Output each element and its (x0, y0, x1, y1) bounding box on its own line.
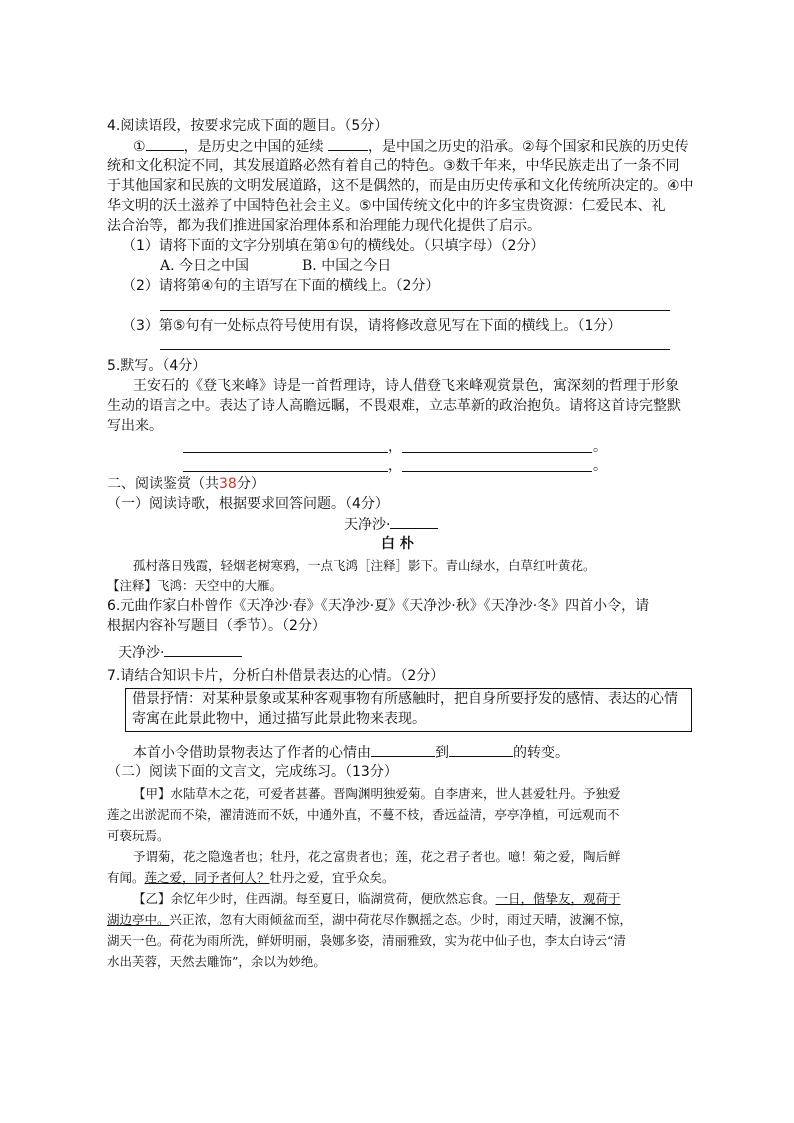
mood-from-blank[interactable] (371, 742, 435, 757)
q4-paragraph-line-4: 华文明的沃土滋养了中国特色社会主义。⑤中国传统文化中的许多宝贵资源：仁爱民本、礼 (107, 198, 666, 214)
period-2: 。 (593, 458, 607, 474)
poem-title: 天净沙· (344, 514, 438, 535)
comma-2: ， (388, 458, 402, 474)
q5-paragraph-line-1: 王安石的《登飞来峰》诗是一首哲理诗，诗人借登飞来峰观赏景色，寓深刻的哲理于形象 (133, 378, 679, 394)
q5-paragraph-line-3: 写出来。 (107, 418, 163, 434)
fill-blank-1[interactable] (146, 136, 184, 151)
poem-line-4-blank[interactable] (402, 471, 592, 472)
q4-paragraph-line-1: ① ，是历史之中国的延续 ，是中国之历史的沿承。②每个国家和民族的历史传 (133, 136, 689, 157)
q6-line-2: 根据内容补写题目（季节）。（2分） (107, 618, 326, 634)
season-answer-blank[interactable] (164, 642, 242, 657)
q7-answer: 本首小令借助景物表达了作者的心情由 到 的转变。 (133, 742, 569, 763)
text-jia-line-2: 莲之出淤泥而不染，濯清涟而不妖，中通外直，不蔓不枝，香远益清，亭亭净植，可远观而不 (107, 807, 620, 822)
poem-note: 【注释】飞鸿：天空中的大雁。 (107, 578, 283, 593)
underlined-sentence-2b: 湖边亭中。 (107, 912, 170, 927)
q4-subquestion-3: （3）第⑤句有一处标点符号使用有误，请将修改意见写在下面的横线上。（1分） (122, 318, 622, 334)
option-a: A. 今日之中国 (160, 258, 250, 274)
comma-1: ， (388, 439, 402, 455)
text-yi-line-1: 【乙】余忆年少时，住西湖。每至夏日，临湖赏荷，便欣然忘食。一日，偕挚友，观荷于 (133, 891, 621, 906)
q4-paragraph-line-2: 统和文化积淀不同，其发展道路必然有着自己的特色。③数千年来，中华民族走出了一条不同 (107, 158, 680, 174)
fill-blank-2[interactable] (328, 136, 368, 151)
text-jia-line-4: 予谓菊，花之隐逸者也；牡丹，花之富贵者也；莲，花之君子者也。噫！菊之爱，陶后鲜 (133, 849, 621, 864)
text-yi-line-2: 湖边亭中。兴正浓，忽有大雨倾盆而至，湖中荷花尽作飘摇之态。少时，雨过天晴，波澜不惊， (107, 912, 633, 927)
mood-to-blank[interactable] (449, 742, 513, 757)
answer-line-2[interactable] (160, 310, 670, 311)
q4-title: 4.阅读语段，按要求完成下面的题目。（5分） (107, 118, 389, 134)
section-2-title: 二、阅读鉴赏（共38分） (107, 476, 265, 492)
text-yi-line-3: 湖天一色。荷花为雨所洗，鲜妍明丽，袅娜多姿，清丽雅致，实为花中仙子也，李太白诗云“清 (107, 933, 626, 948)
q5-title: 5.默写。（4分） (107, 358, 207, 374)
poem-line-3-blank[interactable] (183, 471, 388, 472)
q4-subquestion-2: （2）请将第④句的主语写在下面的横线上。（2分） (122, 278, 440, 294)
underlined-sentence-2a: 一日，偕挚友，观荷于 (495, 891, 621, 906)
q5-paragraph-line-2: 生动的语言之中。表达了诗人高瞻远瞩，不畏艰难，立志革新的政治抱负。请将这首诗完整默 (107, 398, 681, 414)
card-line-2: 寄寓在此景此物中，通过描写此景此物来表现。 (132, 711, 426, 727)
poem-title-blank[interactable] (390, 514, 438, 529)
card-line-1: 借景抒情：对某种景象或某种客观事物有所感触时，把自身所要抒发的感情、表达的心情 (132, 691, 678, 707)
underlined-sentence-1: 莲之爱，同予者何人？ (144, 870, 270, 885)
text-jia-line-5: 有闻。莲之爱，同予者何人？牡丹之爱，宜乎众矣。 (107, 870, 395, 885)
option-b: B. 中国之今日 (302, 258, 392, 274)
answer-line-3[interactable] (160, 349, 670, 350)
text-yi-line-4: 水出芙蓉，天然去雕饰”，余以为妙绝。 (107, 954, 326, 969)
poem-author: 白 朴 (381, 536, 414, 552)
q4-paragraph-line-3: 于其他国家和民族的文明发展道路，这不是偶然的，而是由历史传承和文化传统所决定的。④中 (107, 178, 694, 194)
text-jia-line-3: 可亵玩焉。 (107, 828, 170, 843)
period-1: 。 (593, 439, 607, 455)
q4-subquestion-1: （1）请将下面的文字分别填在第①句的横线处。（只填字母）（2分） (122, 238, 545, 254)
q7-title: 7.请结合知识卡片，分析白朴借景表达的心情。（2分） (107, 668, 445, 684)
text-jia-line-1: 【甲】水陆草木之花，可爱者甚蕃。晋陶渊明独爱菊。自李唐来，世人甚爱牡丹。予独爱 (133, 786, 621, 801)
part-2-title: （二）阅读下面的文言文，完成练习。（13分） (107, 764, 398, 780)
poem-line-2-blank[interactable] (402, 452, 592, 453)
q6-line-1: 6.元曲作家白朴曾作《天净沙·春》《天净沙·夏》《天净沙·秋》《天净沙·冬》四首小令，请 (107, 598, 650, 614)
poem-line-1-blank[interactable] (183, 452, 388, 453)
q6-answer: 天净沙· (118, 642, 242, 663)
poem-body: 孤村落日残霞，轻烟老树寒鸦，一点飞鸿［注释］影下。青山绿水，白草红叶黄花。 (133, 558, 596, 573)
q4-paragraph-line-5: 法合治等，都为我们推进国家治理体系和治理能力现代化提供了启示。 (107, 218, 541, 234)
part-1-title: （一）阅读诗歌，根据要求回答问题。（4分） (107, 496, 389, 512)
